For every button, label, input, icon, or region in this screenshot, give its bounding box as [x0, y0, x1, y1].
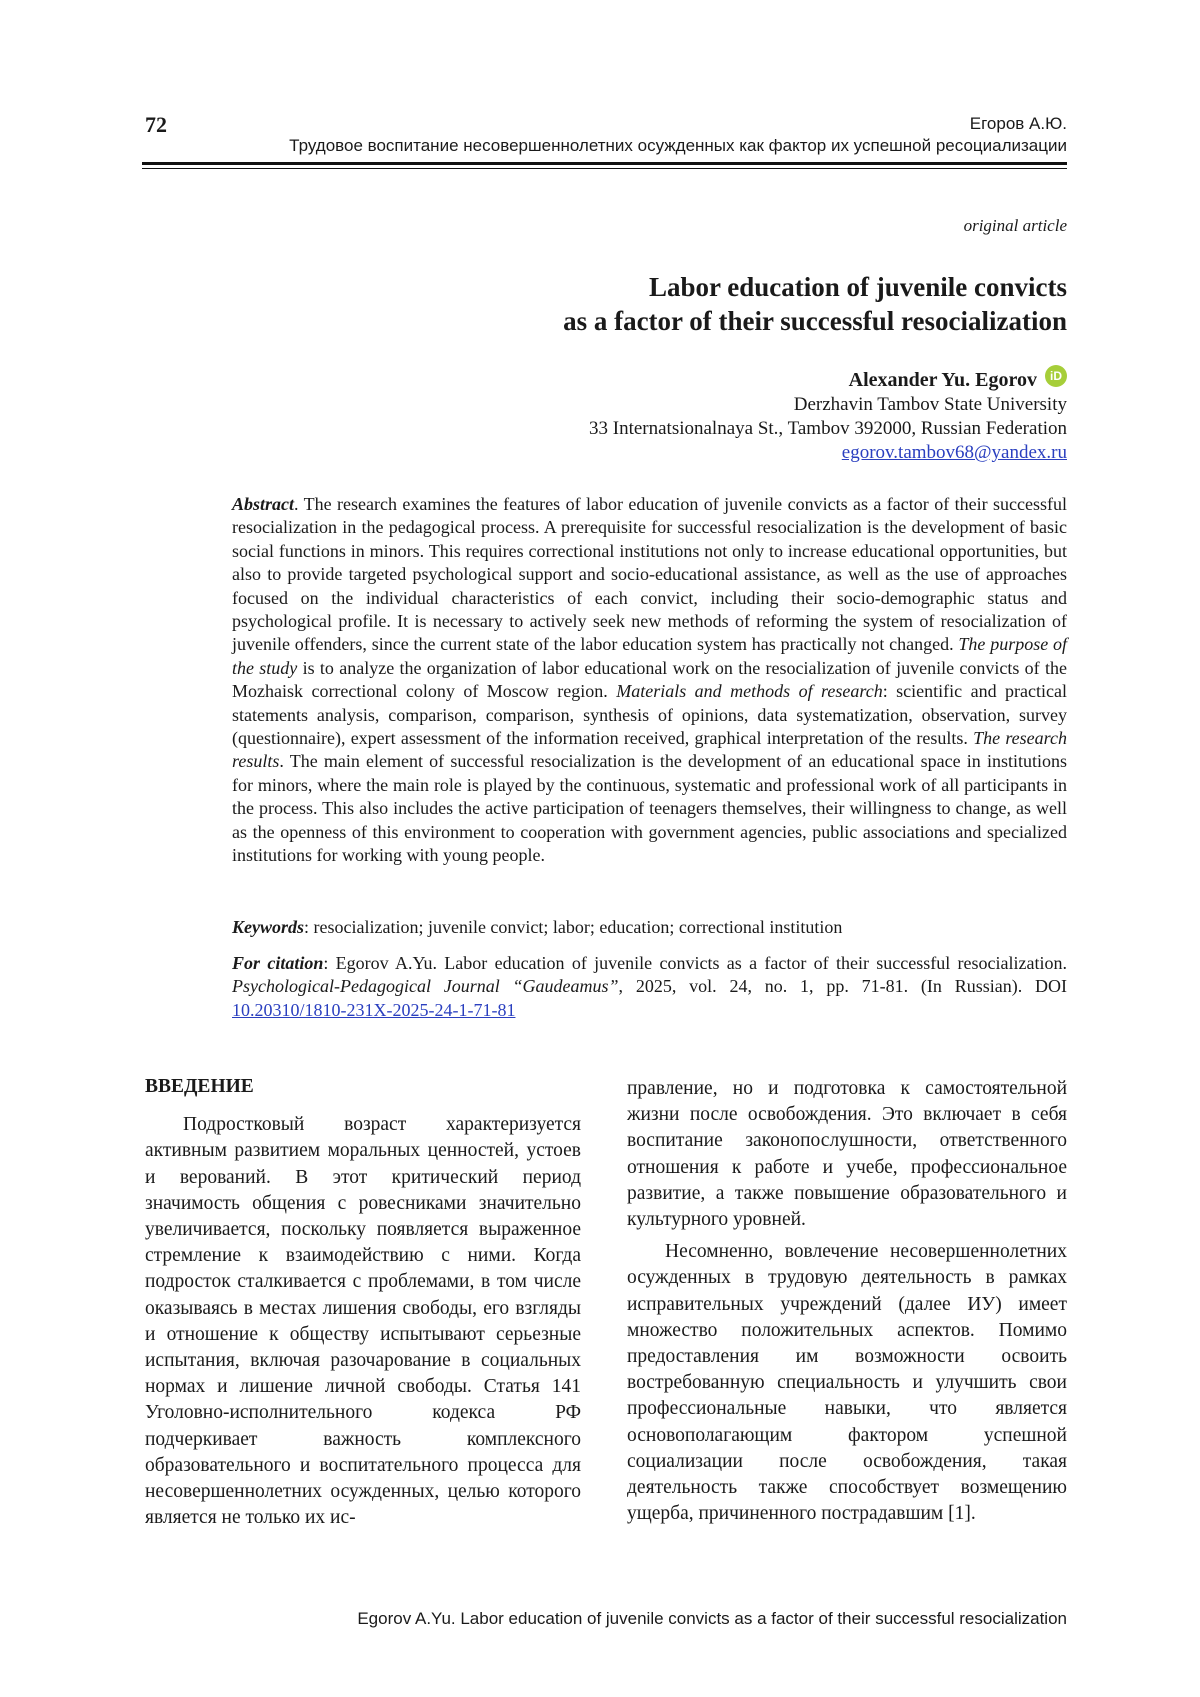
running-header-author: Егоров А.Ю. [969, 114, 1067, 133]
page-number: 72 [145, 112, 167, 137]
author-email-link[interactable]: egorov.tambov68@yandex.ru [841, 442, 1067, 463]
citation-label: For citation [232, 953, 324, 973]
citation-text-before: : Egorov A.Yu. Labor education of juvenile convicts as a factor of their successful resocialization. [323, 953, 1068, 973]
article-type: original article [963, 216, 1067, 235]
article-title-line-1: Labor education of juvenile convicts [649, 272, 1067, 302]
header-divider-thin [142, 168, 1067, 169]
doi-link[interactable]: 10.20310/1810-231X-2025-24-1-71-81 [232, 999, 516, 1020]
author-address: 33 Internatsionalnaya St., Tambov 392000, Russian Federation [589, 418, 1067, 439]
abstract-methods-label: Materials and methods of research [616, 681, 883, 702]
header-divider-thick [142, 162, 1067, 165]
abstract-intro: . The research examines the features of labor education of juvenile convicts as a factor of their successful resocialization in the pedagogical process. A prerequisite for successful resocialization is the development of basic social functions in minors. This requires correctional institutions not only to increase educational opportunities, but also to provide targeted psychological support and socio-educational assistance, as well as the use of approaches focused on the individual characteristics of each convict, including their socio-demographic status and psychological profile. It is necessary to actively seek new methods of reforming the system of resocialization of juvenile offenders, since the current state of the labor education system has practically not changed. [232, 494, 1067, 655]
citation-journal: Psychological-Pedagogical Journal “Gaudeamus” [232, 976, 619, 997]
author-name-row [849, 368, 1067, 392]
citation-text-after: , 2025, vol. 24, no. 1, pp. 71-81. (In Russian). DOI [618, 976, 1067, 997]
running-footer: Egorov A.Yu. Labor education of juvenile convicts as a factor of their successful resocialization [357, 1609, 1067, 1628]
body-column-right [627, 1076, 1067, 1527]
running-header-title: Трудовое воспитание несовершеннолетних осужденных как фактор их успешной ресоциализации [289, 136, 1067, 155]
abstract-label: Abstract [232, 494, 295, 514]
citation [232, 952, 1067, 1022]
abstract-methods-text: : scientific and practical statements analysis, comparison, comparison, synthesis of opinions, data systematization, observation, survey (questionnaire), expert assessment of the information received, graphical interpretation of the results. [232, 681, 1068, 749]
article-title-line-2: as a factor of their successful resocialization [563, 306, 1067, 336]
abstract-results-label: The research results [232, 728, 1067, 772]
author-name: Alexander Yu. Egorov [848, 369, 1037, 391]
body-paragraph-continued: правление, но и подготовка к самостоятельной жизни после освобождения. Это включает в себя воспитание законопослушности, ответственного отношения к работе и учебе, профессиональное развитие, а также повышение образовательного и культурного уровней. [627, 1078, 1067, 1231]
abstract-purpose-text: is to analyze the organization of labor educational work on the resocialization of juvenile convicts of the Mozhaisk correctional colony of Moscow region. [232, 657, 1067, 702]
author-block [589, 368, 1067, 465]
keywords [232, 916, 1067, 939]
article-title [563, 270, 1067, 338]
body-paragraph: Подростковый возраст характеризуется активным развитием моральных ценностей, устоев и верований. В этот критический период значимость общения с ровесниками значительно увеличивается, поскольку появляется выраженное стремление к взаимодействию с ними. Когда подросток сталкивается с проблемами, в том числе оказываясь в местах лишения свободы, его взгляды и отношение к обществу испытывают серьезные испытания, включая разочарование в социальных нормах и лишение личной свободы. Статья 141 Уголовно-исполнительного кодекса РФ подчеркивает важность комплексного образовательного и воспитательного процесса для несовершеннолетних осужденных, целью которого является не только их ис- [145, 1114, 581, 1529]
keywords-label: Keywords [232, 917, 304, 937]
keywords-text: : resocialization; juvenile convict; labor; education; correctional institution [304, 917, 843, 937]
abstract-results-text: . The main element of successful resocialization is the development of an educational space in institutions for minors, where the main role is played by the continuous, systematic and professional work of all participants in the process. This also includes the active participation of teenagers themselves, their willingness to change, as well as the openness of this environment to cooperation with government agencies, public associations and specialized institutions for working with young people. [232, 751, 1067, 866]
abstract [232, 493, 1067, 868]
orcid-icon[interactable]: iD [1045, 365, 1067, 387]
abstract-purpose-label: The purpose of the study [232, 634, 1067, 678]
author-affiliation: Derzhavin Tambov State University [793, 394, 1067, 415]
body-column-left [145, 1074, 581, 1531]
body-paragraph: Несомненно, вовлечение несовершеннолетних осужденных в трудовую деятельность в рамках исправительных учреждений (далее ИУ) имеет множество положительных аспектов. Помимо предоставления им возможности освоить востребованную специальность и улучшить свои профессиональные навыки, что является основополагающим фактором успешной социализации после освобождения, такая деятельность также способствует возмещению ущерба, причиненного пострадавшим [1]. [627, 1241, 1067, 1525]
section-heading: ВВЕДЕНИЕ [145, 1076, 254, 1097]
